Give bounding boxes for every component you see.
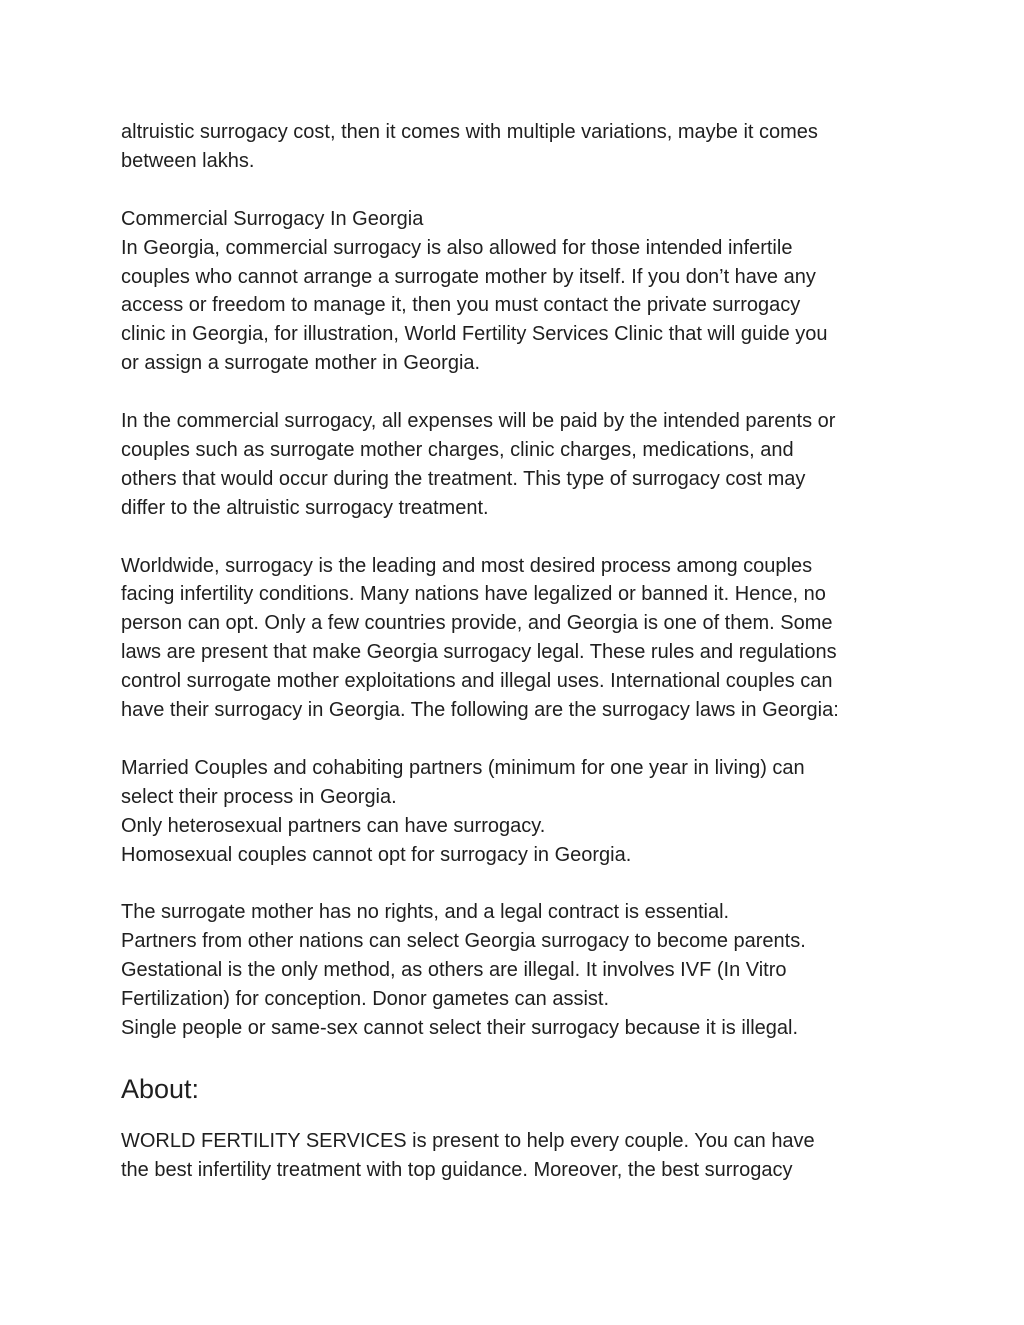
text-line: clinic in Georgia, for illustration, World Fertility Services Clinic that will guide you bbox=[121, 323, 828, 346]
text-line: Gestational is the only method, as others are illegal. It involves IVF (In Vitro bbox=[121, 959, 787, 982]
intro-paragraph bbox=[121, 118, 921, 176]
laws-list-1 bbox=[121, 754, 921, 870]
section-title: Commercial Surrogacy In Georgia bbox=[121, 207, 424, 230]
text-line: person can opt. Only a few countries provide, and Georgia is one of them. Some bbox=[121, 612, 833, 635]
text-line: the best infertility treatment with top guidance. Moreover, the best surrogacy bbox=[121, 1158, 793, 1181]
text-line: access or freedom to manage it, then you must contact the private surrogacy bbox=[121, 294, 801, 317]
text-line: select their process in Georgia. bbox=[121, 785, 397, 808]
text-line: couples such as surrogate mother charges, clinic charges, medications, and bbox=[121, 438, 794, 461]
text-line: control surrogate mother exploitations and illegal uses. International couples can bbox=[121, 670, 833, 693]
text-line: WORLD FERTILITY SERVICES is present to help every couple. You can have bbox=[121, 1129, 815, 1152]
document-page bbox=[121, 118, 921, 1214]
text-line: Partners from other nations can select Georgia surrogacy to become parents. bbox=[121, 930, 806, 953]
text-line: In Georgia, commercial surrogacy is also allowed for those intended infertile bbox=[121, 236, 793, 259]
text-line: couples who cannot arrange a surrogate mother by itself. If you don’t have any bbox=[121, 265, 816, 288]
text-line: altruistic surrogacy cost, then it comes with multiple variations, maybe it comes bbox=[121, 121, 818, 143]
worldwide-paragraph bbox=[121, 552, 921, 725]
text-line: differ to the altruistic surrogacy treatment. bbox=[121, 496, 489, 519]
text-line: laws are present that make Georgia surrogacy legal. These rules and regulations bbox=[121, 641, 837, 664]
about-heading: About: bbox=[121, 1073, 200, 1104]
laws-list-2 bbox=[121, 898, 921, 1043]
expenses-paragraph bbox=[121, 407, 921, 523]
text-line: others that would occur during the treatment. This type of surrogacy cost may bbox=[121, 467, 806, 490]
text-line: Homosexual couples cannot opt for surrogacy in Georgia. bbox=[121, 843, 632, 866]
text-line: In the commercial surrogacy, all expenses will be paid by the intended parents or bbox=[121, 410, 836, 433]
text-line: Fertilization) for conception. Donor gametes can assist. bbox=[121, 988, 609, 1011]
text-line: Worldwide, surrogacy is the leading and most desired process among couples bbox=[121, 554, 813, 577]
about-paragraph bbox=[121, 1127, 921, 1185]
text-line: The surrogate mother has no rights, and a legal contract is essential. bbox=[121, 901, 730, 924]
text-line: have their surrogacy in Georgia. The following are the surrogacy laws in Georgia: bbox=[121, 699, 839, 722]
text-line: facing infertility conditions. Many nations have legalized or banned it. Hence, no bbox=[121, 583, 826, 606]
text-line: or assign a surrogate mother in Georgia. bbox=[121, 352, 481, 375]
text-line: Only heterosexual partners can have surrogacy. bbox=[121, 814, 546, 837]
text-line: Married Couples and cohabiting partners (minimum for one year in living) can bbox=[121, 756, 805, 779]
commercial-surrogacy-section bbox=[121, 205, 921, 378]
text-line: between lakhs. bbox=[121, 149, 255, 172]
text-line: Single people or same-sex cannot select their surrogacy because it is illegal. bbox=[121, 1017, 799, 1040]
